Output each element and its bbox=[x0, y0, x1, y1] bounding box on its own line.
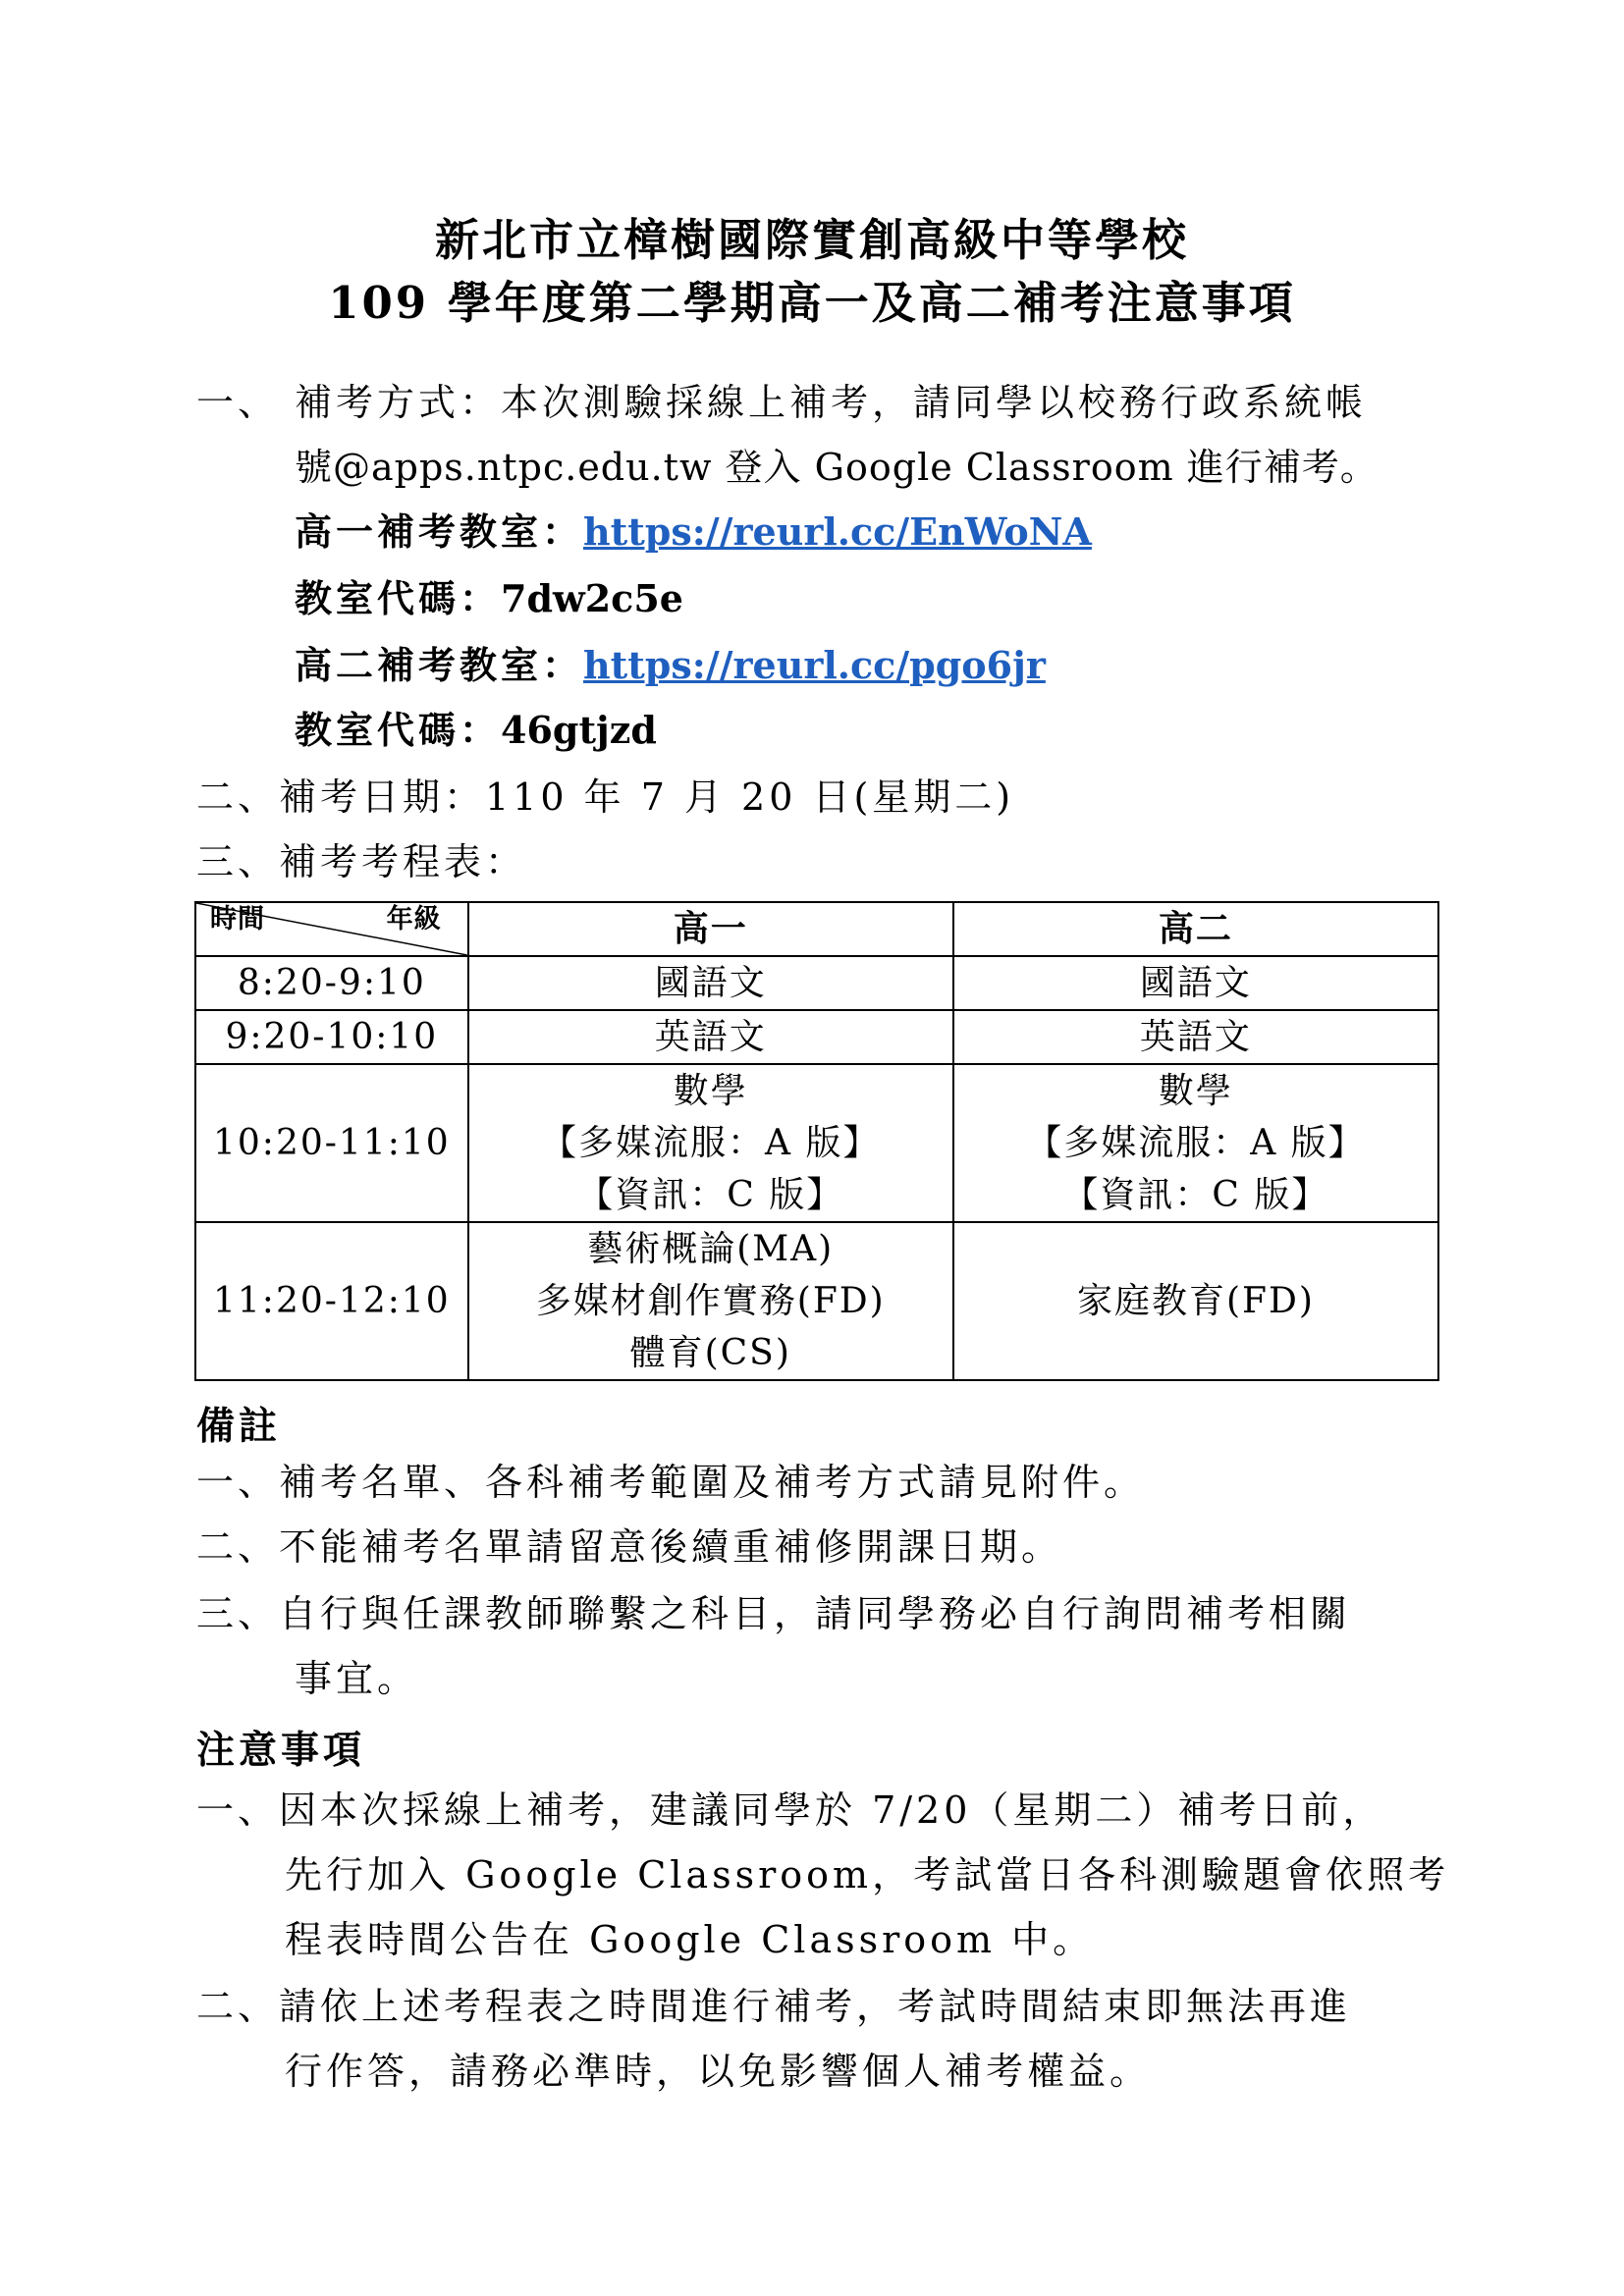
g2-subject-cell bbox=[953, 1064, 1438, 1222]
time-cell: 8:20-9:10 bbox=[195, 956, 468, 1010]
g2-code-value: 46gtjzd bbox=[501, 708, 657, 752]
corner-time-label: 時間 bbox=[210, 904, 265, 934]
attention-item: 二、請依上述考程表之時間進行補考，考試時間結束即無法再進 bbox=[196, 1985, 1352, 2028]
note-item: 一、補考名單、各科補考範圍及補考方式請見附件。 bbox=[196, 1461, 1146, 1504]
section3-schedule-heading: 三、補考考程表： bbox=[196, 840, 527, 883]
subject-line: 數學 bbox=[1158, 1071, 1233, 1111]
g1-subject-cell: 英語文 bbox=[468, 1010, 953, 1064]
section1-line1: 補考方式：本次測驗採線上補考，請同學以校務行政系統帳 bbox=[295, 381, 1368, 424]
time-cell: 11:20-12:10 bbox=[195, 1222, 468, 1380]
g2-code-label: 教室代碼： bbox=[295, 708, 502, 752]
g1-subject-cell: 國語文 bbox=[468, 956, 953, 1010]
g1-classroom-link[interactable]: https://reurl.cc/EnWoNA bbox=[583, 509, 1092, 554]
g1-code bbox=[295, 573, 683, 624]
section1-number: 一、 bbox=[196, 381, 280, 424]
g1-subject-cell bbox=[468, 1064, 953, 1222]
attention-heading: 注意事項 bbox=[196, 1728, 366, 1773]
time-cell: 9:20-10:10 bbox=[195, 1010, 468, 1064]
table-row bbox=[195, 1064, 1438, 1222]
attention-item-continued: 行作答，請務必準時，以免影響個人補考權益。 bbox=[285, 2050, 1152, 2093]
g2-subject-cell: 英語文 bbox=[953, 1010, 1438, 1064]
g2-classroom-link[interactable]: https://reurl.cc/pgo6jr bbox=[583, 643, 1046, 687]
attention-item-continued: 程表時間公告在 Google Classroom 中。 bbox=[285, 1918, 1095, 1961]
schedule-table bbox=[194, 901, 1439, 1381]
subject-line: 【多媒流服：A 版】 bbox=[541, 1123, 881, 1163]
table-row bbox=[195, 956, 1438, 1010]
subject-line: 體育(CS) bbox=[629, 1333, 791, 1373]
g2-subject-cell: 家庭教育(FD) bbox=[953, 1222, 1438, 1380]
g2-code bbox=[295, 705, 657, 756]
subject-line: 【資訊：C 版】 bbox=[577, 1175, 844, 1215]
table-row bbox=[195, 1222, 1438, 1380]
subject-line: 藝術概論(MA) bbox=[587, 1229, 835, 1269]
attention-item-continued: 先行加入 Google Classroom，考試當日各科測驗題會依照考 bbox=[285, 1853, 1450, 1896]
subject-line: 【資訊：C 版】 bbox=[1062, 1175, 1329, 1215]
g1-subject-cell bbox=[468, 1222, 953, 1380]
subject-line: 多媒材創作實務(FD) bbox=[535, 1281, 886, 1321]
g1-classroom-label: 高一補考教室： bbox=[295, 509, 584, 554]
subject-line: 數學 bbox=[673, 1071, 748, 1111]
note-item: 二、不能補考名單請留意後續重補修開課日期。 bbox=[196, 1525, 1063, 1569]
g2-classroom-label: 高二補考教室： bbox=[295, 643, 584, 687]
table-header-row bbox=[195, 902, 1438, 956]
g1-code-value: 7dw2c5e bbox=[501, 576, 683, 620]
table-row bbox=[195, 1010, 1438, 1064]
g2-subject-cell: 國語文 bbox=[953, 956, 1438, 1010]
column-header-g2: 高二 bbox=[953, 902, 1438, 956]
document-title: 109 學年度第二學期高一及高二補考注意事項 bbox=[328, 277, 1296, 329]
school-title: 新北市立樟樹國際實創高級中等學校 bbox=[434, 214, 1189, 266]
time-cell: 10:20-11:10 bbox=[195, 1064, 468, 1222]
section2-date: 二、補考日期：110 年 7 月 20 日(星期二) bbox=[196, 775, 1015, 819]
note-item: 三、自行與任課教師聯繫之科目，請同學務必自行詢問補考相關 bbox=[196, 1592, 1352, 1635]
g2-classroom bbox=[295, 640, 1046, 691]
subject-line: 【多媒流服：A 版】 bbox=[1026, 1123, 1366, 1163]
table-corner-cell bbox=[195, 902, 468, 956]
note-item-continued: 事宜。 bbox=[295, 1657, 419, 1700]
notes-heading: 備註 bbox=[196, 1404, 282, 1449]
corner-grade-label: 年級 bbox=[386, 904, 442, 934]
attention-item: 一、因本次採線上補考，建議同學於 7/20（星期二）補考日前， bbox=[196, 1789, 1384, 1832]
section1-line2: 號@apps.ntpc.edu.tw 登入 Google Classroom 進行補考。 bbox=[295, 446, 1379, 489]
g1-code-label: 教室代碼： bbox=[295, 576, 502, 620]
g1-classroom bbox=[295, 507, 1092, 558]
column-header-g1: 高一 bbox=[468, 902, 953, 956]
